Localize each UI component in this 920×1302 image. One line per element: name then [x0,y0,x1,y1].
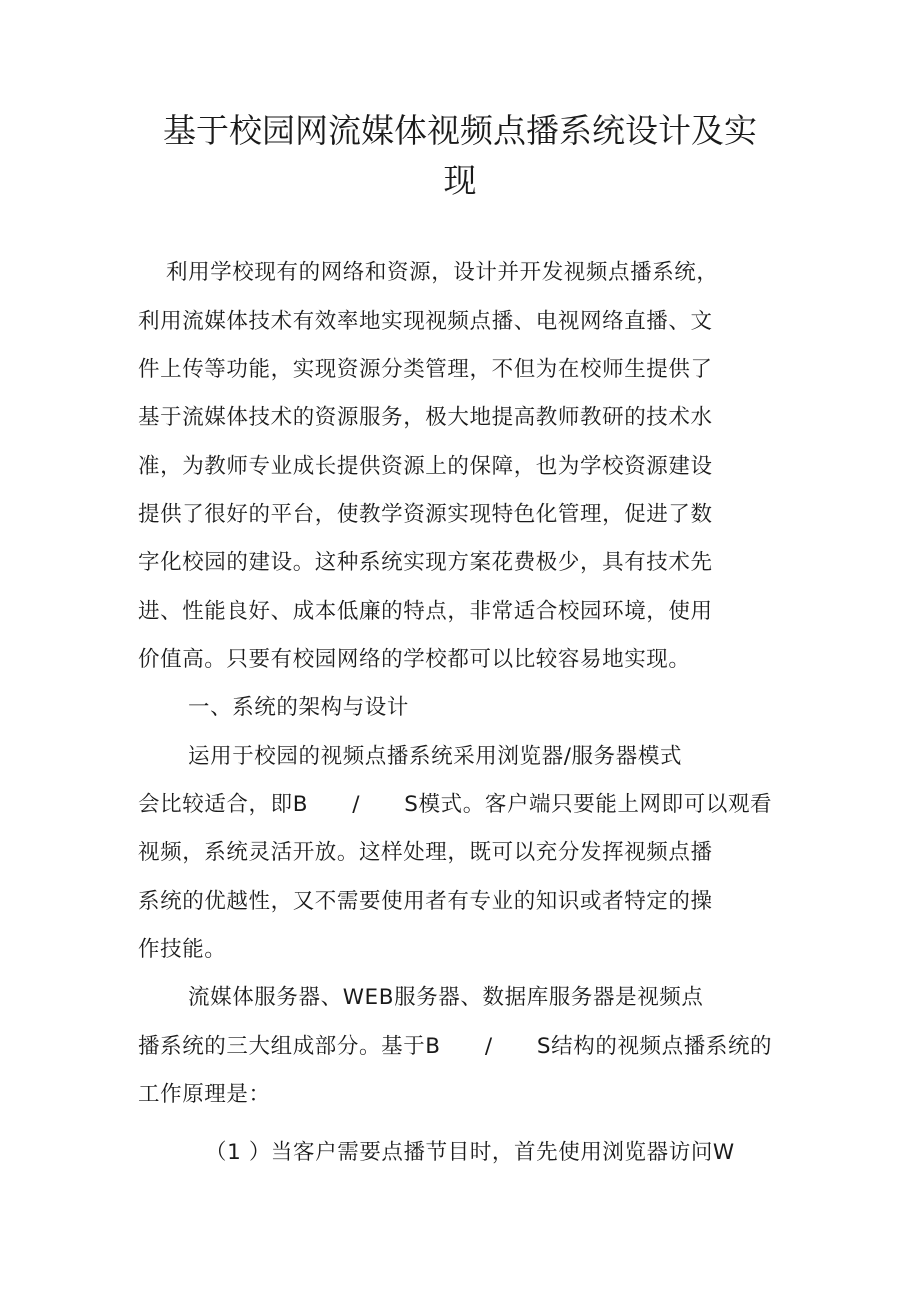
paragraph-line: 基于流媒体技术的资源服务，极大地提高教师教研的技术水 [138,405,713,430]
paragraph-line: 播系统的三大组成部分。基于B / S结构的视频点播系统的 [138,1034,773,1059]
paragraph-line: 系统的优越性，又不需要使用者有专业的知识或者特定的操 [138,889,713,914]
paragraph-line: 运用于校园的视频点播系统采用浏览器/服务器模式 [188,744,683,769]
paragraph-line: 作技能。 [138,937,227,962]
paragraph-line: 件上传等功能，实现资源分类管理，不但为在校师生提供了 [138,357,713,382]
paragraph-line: 进、性能良好、成本低廉的特点，非常适合校园环境，使用 [138,599,713,624]
paragraph-line: 会比较适合，即B / S模式。客户端只要能上网即可以观看 [138,792,773,817]
paragraph-line: 提供了很好的平台，使教学资源实现特色化管理，促进了数 [138,502,713,527]
paragraph-line: 流媒体服务器、WEB服务器、数据库服务器是视频点 [188,985,704,1010]
paragraph-line: 利用学校现有的网络和资源，设计并开发视频点播系统， [166,260,719,285]
paragraph-line: 利用流媒体技术有效率地实现视频点播、电视网络直播、文 [138,309,713,334]
paragraph-line: 字化校园的建设。这种系统实现方案花费极少，具有技术先 [138,550,713,575]
paragraph-line: 准，为教师专业成长提供资源上的保障，也为学校资源建设 [138,454,713,479]
paragraph-line: 价值高。只要有校园网络的学校都可以比较容易地实现。 [138,647,691,672]
document-title: 基于校园网流媒体视频点播系统设计及实 [163,111,757,150]
section-heading: 一、系统的架构与设计 [188,695,410,720]
document-title-continued: 现 [443,161,477,200]
paragraph-line: 视频，系统灵活开放。这样处理，既可以充分发挥视频点播 [138,840,713,865]
paragraph-line: 工作原理是： [138,1082,271,1107]
list-item: （1 ）当客户需要点播节目时，首先使用浏览器访问W [205,1140,735,1165]
